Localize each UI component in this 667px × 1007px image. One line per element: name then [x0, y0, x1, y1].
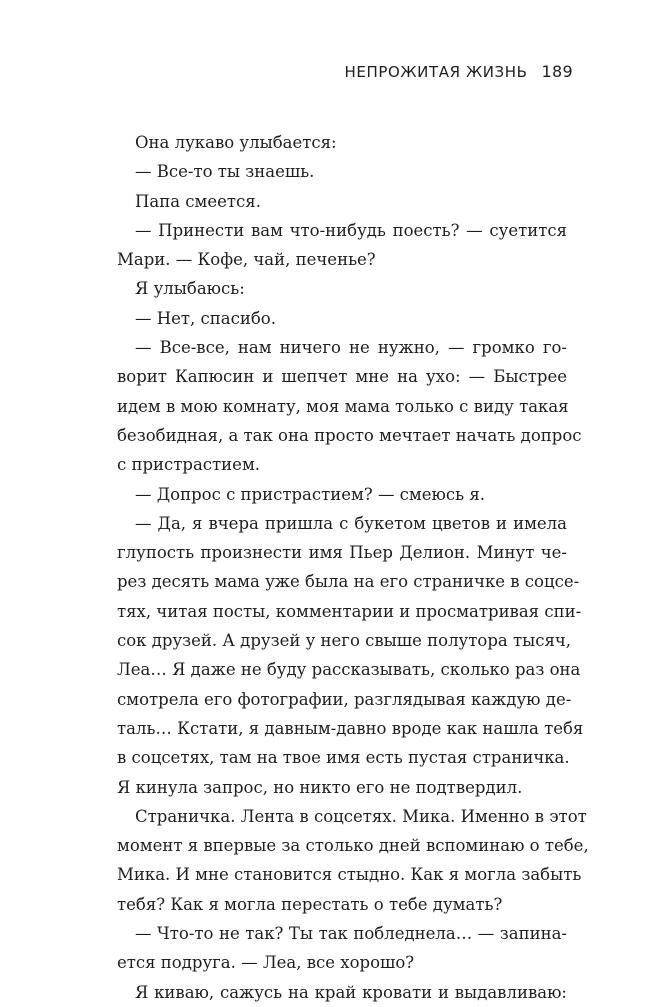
text-line: — Допрос с пристрастием? — смеюсь я. — [135, 484, 486, 504]
page-number: 189 — [541, 62, 573, 81]
text-line: — Да, я вчера пришла с букетом цветов и имела — [135, 513, 567, 533]
text-line: Мари. — Кофе, чай, печенье? — [117, 250, 376, 270]
text-line: глупость произнести имя Пьер Делион. Минут че- — [117, 543, 567, 563]
text-line: Я кинула запрос, но никто его не подтвердил. — [117, 777, 523, 797]
text-line: в соцсетях, там на твое имя есть пустая страничка. — [117, 748, 570, 768]
text-line: момент я впервые за столько дней вспоминаю о тебе, — [117, 836, 589, 856]
text-line: Леа… Я даже не буду рассказывать, сколько раз она — [117, 660, 581, 680]
text-line: Она лукаво улыбается: — [135, 133, 337, 152]
text-line: безобидная, а так она просто мечтает начать допрос — [117, 425, 582, 445]
text-line: — Все-все, нам ничего не нужно, — громко го- — [135, 338, 567, 358]
text-line: тях, читая посты, комментарии и просматривая спи- — [117, 601, 582, 621]
text-line: рез десять мама уже была на его страничке в соцсе- — [117, 572, 580, 592]
text-line: смотрела его фотографии, разглядывая каждую де- — [117, 689, 572, 709]
text-line: Я киваю, сажусь на край кровати и выдавливаю: — [135, 982, 567, 1002]
text-line: — Принести вам что-нибудь поесть? — суетится — [135, 220, 567, 240]
text-line: таль… Кстати, я давным-давно вроде как нашла тебя — [117, 718, 584, 738]
text-line: — Что-то не так? Ты так побледнела… — запина- — [135, 924, 567, 944]
running-header — [345, 62, 574, 81]
text-line: Страничка. Лента в соцсетях. Мика. Именно в этот — [135, 806, 587, 826]
book-title: НЕПРОЖИТАЯ ЖИЗНЬ — [344, 63, 528, 81]
text-line: с пристрастием. — [117, 455, 261, 475]
text-line: — Нет, спасибо. — [135, 308, 276, 328]
text-line: ется подруга. — Леа, все хорошо? — [117, 953, 415, 973]
text-line: Мика. И мне становится стыдно. Как я могла забыть — [117, 865, 582, 885]
text-line: тебя? Как я могла перестать о тебе думать? — [117, 894, 503, 914]
text-line: сок друзей. А друзей у него свыше полутора тысяч, — [117, 631, 572, 651]
text-line: — Все-то ты знаешь. — [135, 162, 315, 182]
body-text — [117, 128, 589, 1007]
text-line: Папа смеется. — [135, 191, 261, 211]
text-line: Я улыбаюсь: — [135, 279, 245, 299]
text-line: идем в мою комнату, моя мама только с виду такая — [117, 396, 569, 416]
text-line: ворит Капюсин и шепчет мне на ухо: — Быстрее — [117, 367, 567, 387]
